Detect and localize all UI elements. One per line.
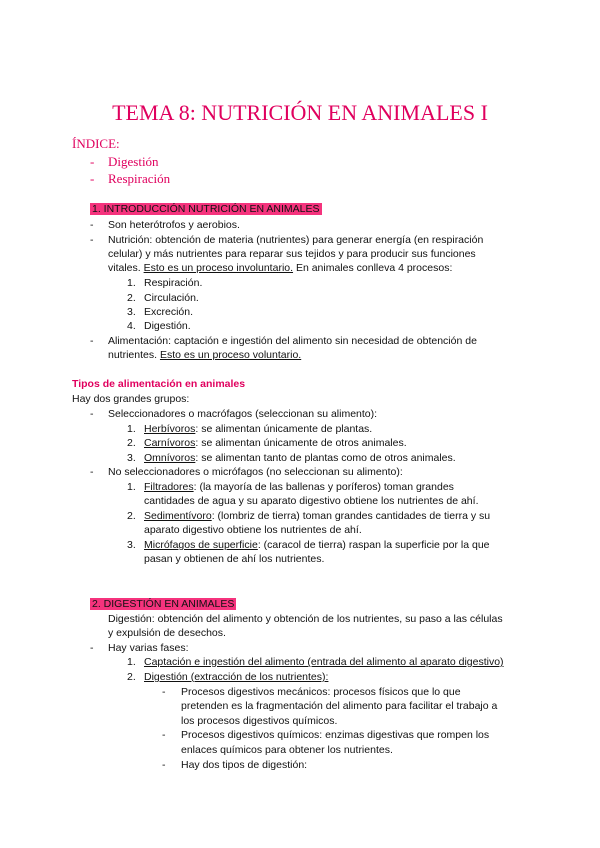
item-number: 1. [127,481,136,493]
section1-bullet3-line2: nutrientes. Esto es un proceso voluntario. [108,349,302,361]
proceso-mecanico-line2: pretenden es la fragmentación del alimento para facilitar el trabajo a [181,700,498,712]
section1-bullet3-line1: Alimentación: captación e ingestión del alimento sin necesidad de obtención de [108,335,477,347]
index-dash: - [90,154,95,169]
bullet-dash: - [90,234,94,246]
process-number: 1. [127,277,136,289]
item-carnivoros: Carnívoros: se alimentan únicamente de otros animales. [144,437,407,449]
fase-number: 2. [127,671,136,683]
bullet-dash: - [90,642,94,654]
proceso-quimico-line2: enlaces químicos para obtener los nutrientes. [181,744,393,756]
bullet-dash: - [90,408,94,420]
item-microfagos-line1: Micrófagos de superficie: (caracol de tierra) raspan la superficie por la que [144,539,490,551]
section1-bullet2-line2: celular) y más nutrientes para reparar sus tejidos y para producir sus funciones [108,248,476,260]
tipos-digestion: Hay dos tipos de digestión: [181,759,308,771]
item-number: 3. [127,452,136,464]
bullet-dash: - [162,686,166,698]
proceso-quimico-line1: Procesos digestivos químicos: enzimas digestivas que rompen los [181,729,490,741]
bullet-dash: - [162,759,166,771]
bullet-dash: - [90,219,94,231]
proceso-mecanico-line3: los procesos digestivos químicos. [181,715,338,727]
fase-number: 1. [127,656,136,668]
item-microfagos-line2: pasan y obtienen de ahí los nutrientes. [144,553,325,565]
tipos-intro: Hay dos grandes grupos: [72,393,190,405]
item-number: 1. [127,423,136,435]
index-label: ÍNDICE: [72,136,120,151]
fase-captacion: Captación e ingestión del alimento (entrada del alimento al aparato digestivo) [144,656,504,668]
process-number: 2. [127,292,136,304]
section2-fases: Hay varias fases: [108,642,189,654]
tipos-heading: Tipos de alimentación en animales [72,378,246,390]
group-seleccionadores: Seleccionadores o macrófagos (seleccionan su alimento): [108,408,378,420]
item-omnivoros: Omnívoros: se alimentan tanto de plantas como de otros animales. [144,452,456,464]
process-number: 3. [127,306,136,318]
item-number: 2. [127,510,136,522]
index-item-respiracion: Respiración [108,171,171,186]
item-filtradores-line2: cantidades de agua y su aparato digestivo obtiene los nutrientes de ahí. [144,495,479,507]
process-item: Respiración. [144,277,203,289]
bullet-dash: - [90,335,94,347]
process-item: Digestión. [144,320,191,332]
process-number: 4. [127,320,136,332]
item-number: 3. [127,539,136,551]
item-number: 2. [127,437,136,449]
section2-definition-line1: Digestión: obtención del alimento y obtención de los nutrientes, su paso a las células [108,613,503,625]
item-herbivoros: Herbívoros: se alimentan únicamente de plantas. [144,423,373,435]
page-title: TEMA 8: NUTRICIÓN EN ANIMALES I [112,100,488,125]
item-filtradores-line1: Filtradores: (la mayoría de las ballenas y poríferos) toman grandes [144,481,454,493]
section1-bullet2-line1: Nutrición: obtención de materia (nutrientes) para generar energía (en respiración [108,234,484,246]
fase-digestion: Digestión (extracción de los nutrientes): [144,671,329,683]
section2-heading: 2. DIGESTIÓN EN ANIMALES [92,598,235,610]
bullet-dash: - [90,466,94,478]
section2-definition-line2: y expulsión de desechos. [108,627,226,639]
group-no-seleccionadores: No seleccionadores o micrófagos (no seleccionan su alimento): [108,466,403,478]
section1-bullet2-line3: vitales. Esto es un proceso involuntario. En animales conlleva 4 procesos: [108,262,453,274]
item-sedimentivoro-line1: Sedimentívoro: (lombriz de tierra) toman grandes cantidades de tierra y su [144,510,491,522]
index-item-digestion: Digestión [108,154,159,169]
section1-bullet1: Son heterótrofos y aerobios. [108,219,240,231]
process-item: Circulación. [144,292,199,304]
process-item: Excreción. [144,306,194,318]
section1-heading: 1. INTRODUCCIÓN NUTRICIÓN EN ANIMALES [92,203,320,215]
proceso-mecanico-line1: Procesos digestivos mecánicos: procesos físicos que lo que [181,686,461,698]
item-sedimentivoro-line2: aparato digestivo obtiene los nutrientes de ahí. [144,524,362,536]
bullet-dash: - [162,729,166,741]
index-dash: - [90,171,95,186]
